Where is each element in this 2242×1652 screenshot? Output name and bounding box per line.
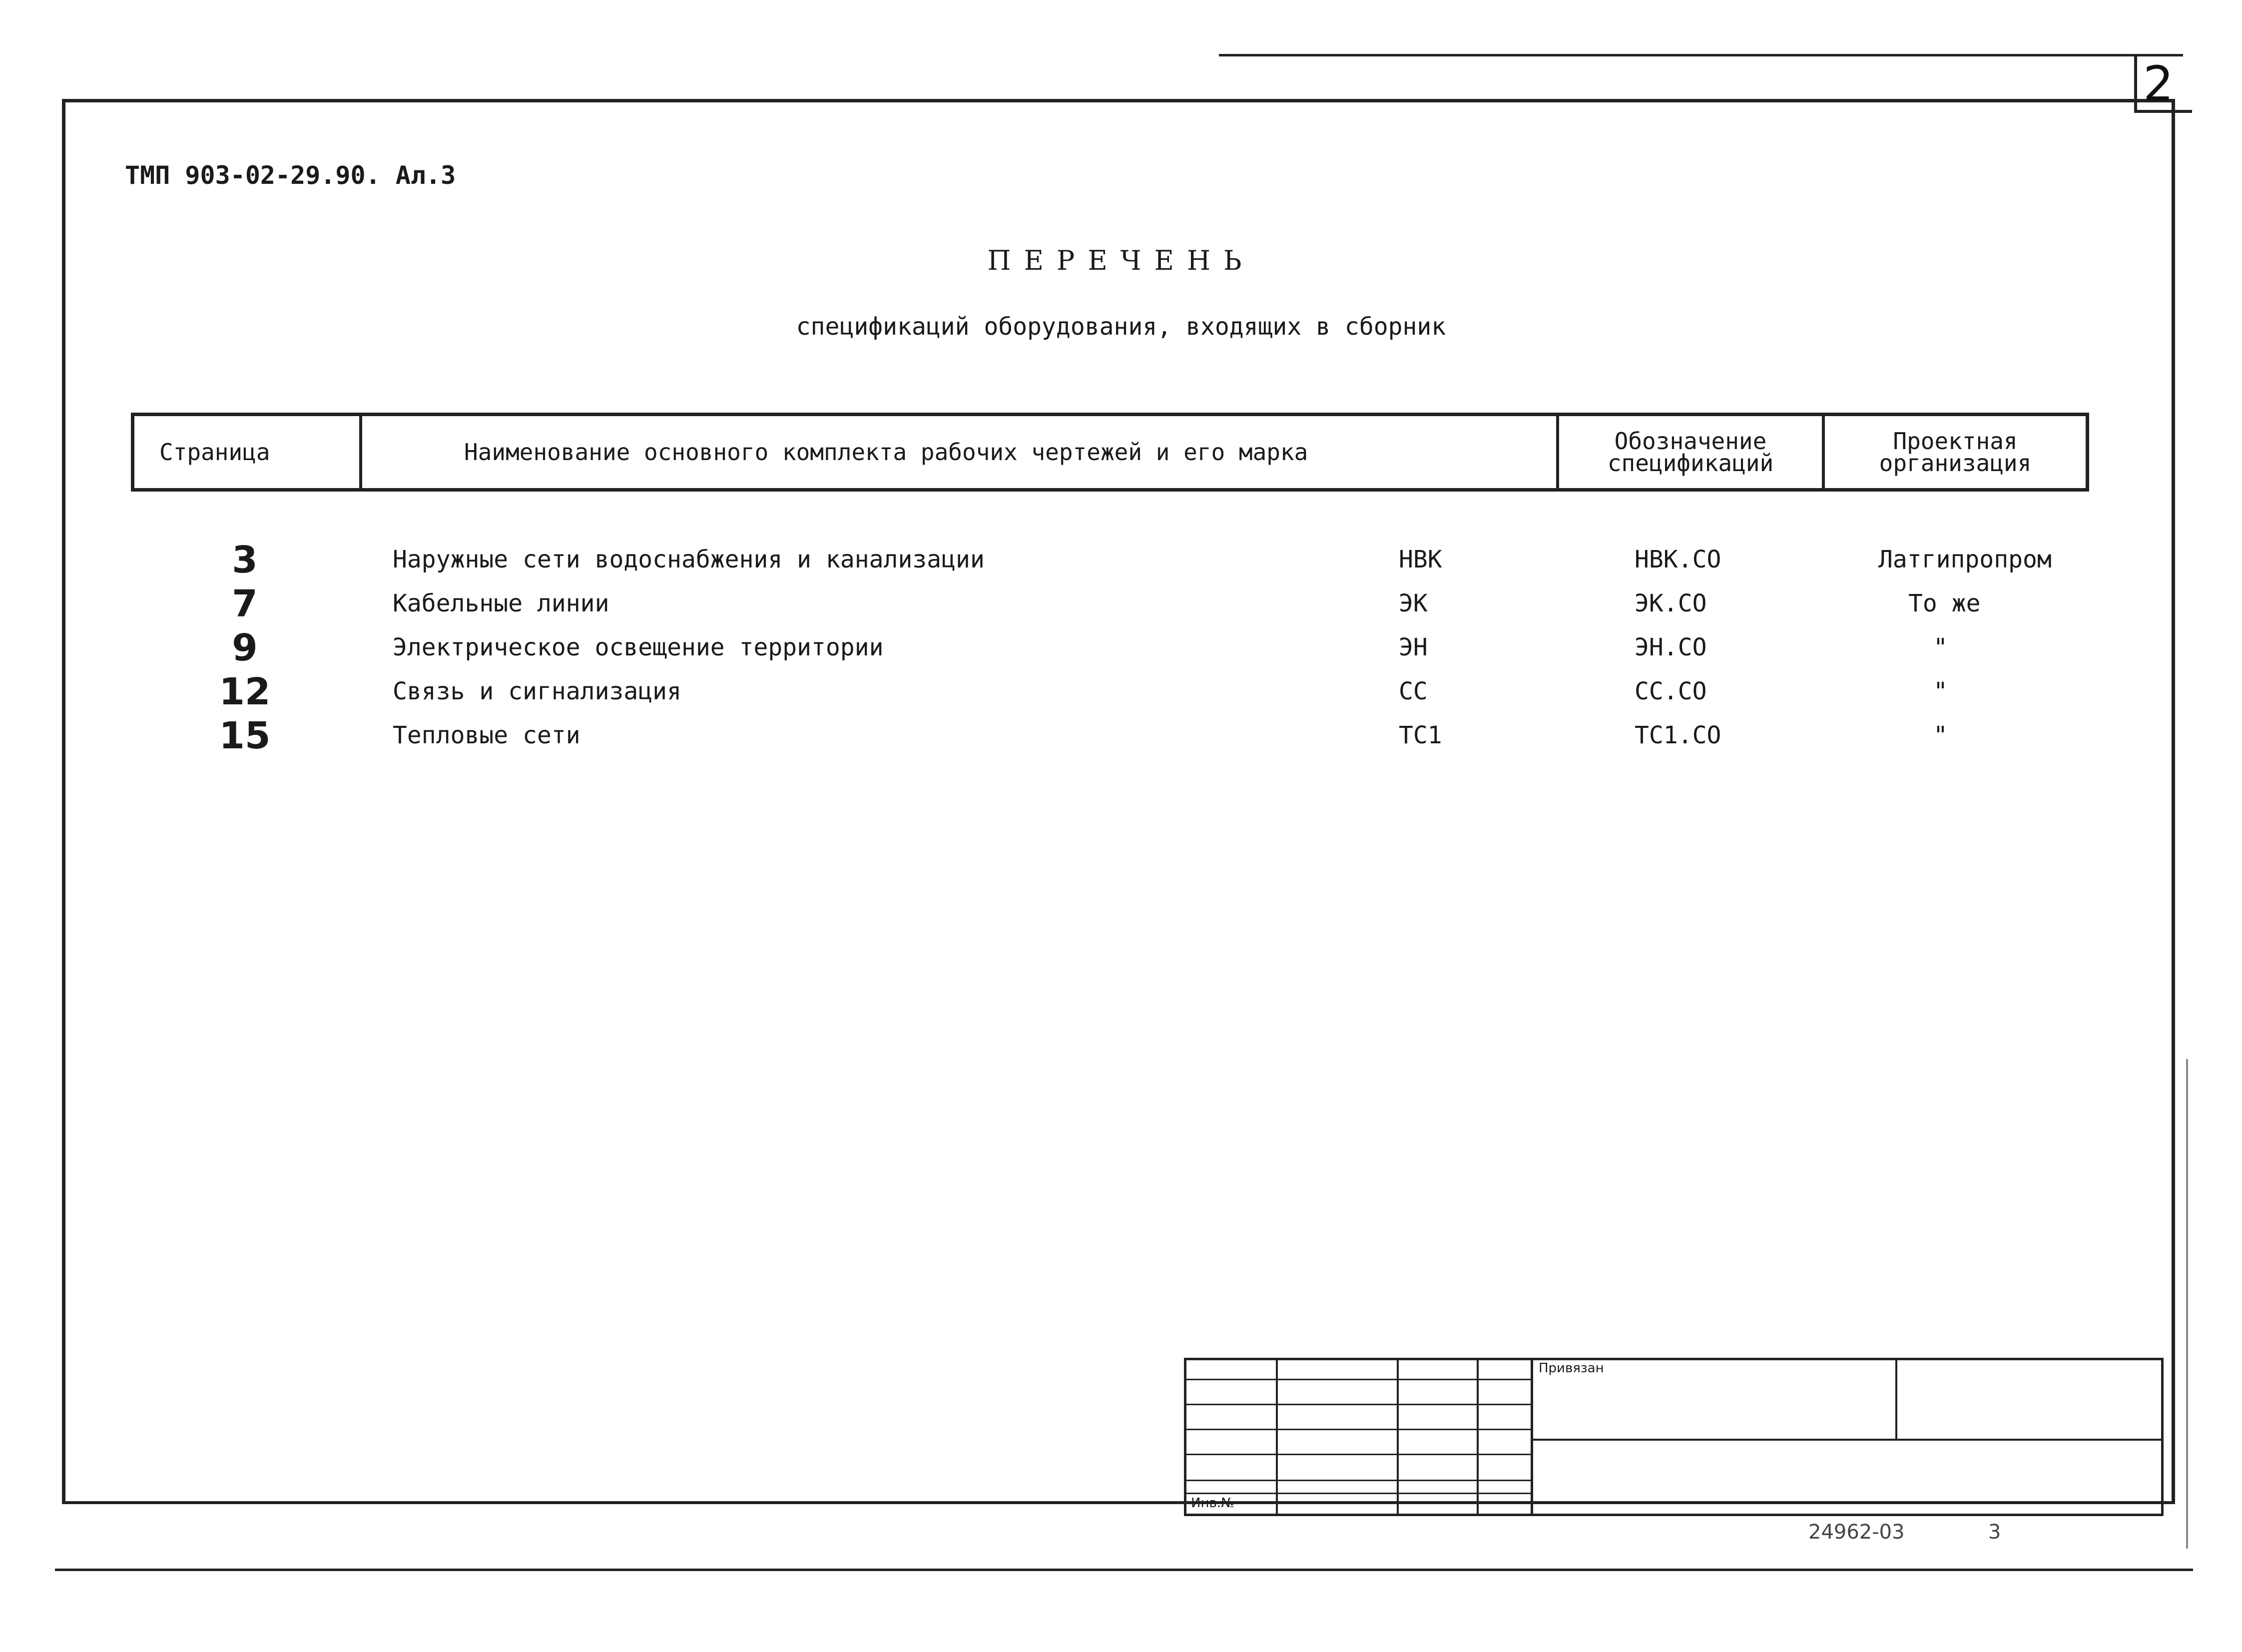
- stamp-border: [1532, 1439, 2163, 1441]
- stamp-row-line: [1184, 1480, 1532, 1481]
- stamp-row-line: [1184, 1493, 1532, 1494]
- stamp-border: [1184, 1514, 2163, 1516]
- row-mark: ТС1: [1399, 721, 1442, 749]
- header-designation-line1: Обозначение: [1614, 428, 1767, 455]
- right-margin-line: [2186, 1059, 2188, 1549]
- row-drawing-set-name: Кабельные линии: [393, 589, 609, 617]
- table-row: [0, 539, 2242, 585]
- header-designation: [1559, 416, 1822, 488]
- header-organization: [1825, 416, 2086, 488]
- header-organization-line2: организация: [1879, 450, 2032, 477]
- document-title: ПЕРЕЧЕНЬ: [987, 245, 1255, 276]
- stamp-attached-label: Привязан: [1539, 1361, 1604, 1376]
- stamp-border: [1477, 1358, 1479, 1516]
- stamp-border: [1531, 1358, 1533, 1516]
- header-designation-line2: спецификаций: [1607, 450, 1774, 477]
- archive-code: 24962-03: [1808, 1521, 1905, 1544]
- row-mark: НВК: [1399, 546, 1442, 573]
- header-name: [464, 416, 1613, 488]
- stamp-row-line: [1184, 1404, 1532, 1405]
- row-drawing-set-name: Электрическое освещение территории: [393, 633, 884, 661]
- archive-page: 3: [1988, 1521, 2001, 1544]
- row-spec-designation: ТС1.СО: [1635, 721, 1721, 749]
- sheet-frame: [62, 99, 2175, 1504]
- table-row: [0, 670, 2242, 717]
- row-mark: ЭН: [1399, 633, 1428, 661]
- row-spec-designation: СС.СО: [1635, 677, 1707, 705]
- row-design-organization: ": [1933, 721, 1948, 749]
- row-spec-designation: ЭН.СО: [1635, 633, 1707, 661]
- header-name-label: Наименование основного комплекта рабочих чертежей и его марка: [464, 439, 1308, 466]
- stamp-row-line: [1184, 1379, 1532, 1380]
- table-row: [0, 714, 2242, 761]
- row-spec-designation: НВК.СО: [1635, 546, 1721, 573]
- row-design-organization: ": [1933, 677, 1948, 705]
- header-page: [159, 416, 359, 488]
- table-row: [0, 582, 2242, 629]
- bottom-margin-line: [55, 1569, 2193, 1571]
- row-page-number: 7: [232, 582, 258, 625]
- stamp-border: [1184, 1358, 2163, 1360]
- header-organization-line1: Проектная: [1893, 428, 2018, 455]
- row-drawing-set-name: Тепловые сети: [393, 721, 580, 749]
- row-drawing-set-name: Наружные сети водоснабжения и канализации: [393, 546, 985, 573]
- row-page-number: 3: [232, 539, 258, 581]
- row-design-organization: ": [1933, 633, 1948, 661]
- header-page-label: Страница: [159, 439, 270, 466]
- row-page-number: 15: [219, 714, 271, 757]
- row-drawing-set-name: Связь и сигнализация: [393, 677, 681, 705]
- row-mark: ЭК: [1399, 589, 1428, 617]
- row-mark: СС: [1399, 677, 1428, 705]
- document-code: ТМП 903-02-29.90. Ал.3: [125, 161, 456, 190]
- row-spec-designation: ЭК.СО: [1635, 589, 1707, 617]
- stamp-row-line: [1184, 1429, 1532, 1430]
- row-page-number: 9: [232, 626, 258, 669]
- sheet-number: 2: [2143, 56, 2174, 112]
- table-row: [0, 626, 2242, 673]
- top-margin-line: [1219, 54, 2183, 56]
- row-design-organization: То же: [1908, 589, 1981, 617]
- row-design-organization: Латгипропром: [1878, 546, 2052, 573]
- stamp-border: [1397, 1358, 1399, 1516]
- table-header: [131, 413, 2089, 492]
- stamp-row-line: [1184, 1454, 1532, 1455]
- header-separator: [359, 416, 362, 488]
- row-page-number: 12: [219, 670, 271, 713]
- stamp-border: [2161, 1358, 2164, 1516]
- document-subtitle: спецификаций оборудования, входящих в сборник: [796, 313, 1446, 341]
- stamp-inv-label: Инв.№: [1191, 1496, 1235, 1511]
- stamp-border: [1184, 1358, 1186, 1516]
- stamp-border: [1276, 1358, 1278, 1516]
- stamp-border: [1895, 1358, 1897, 1440]
